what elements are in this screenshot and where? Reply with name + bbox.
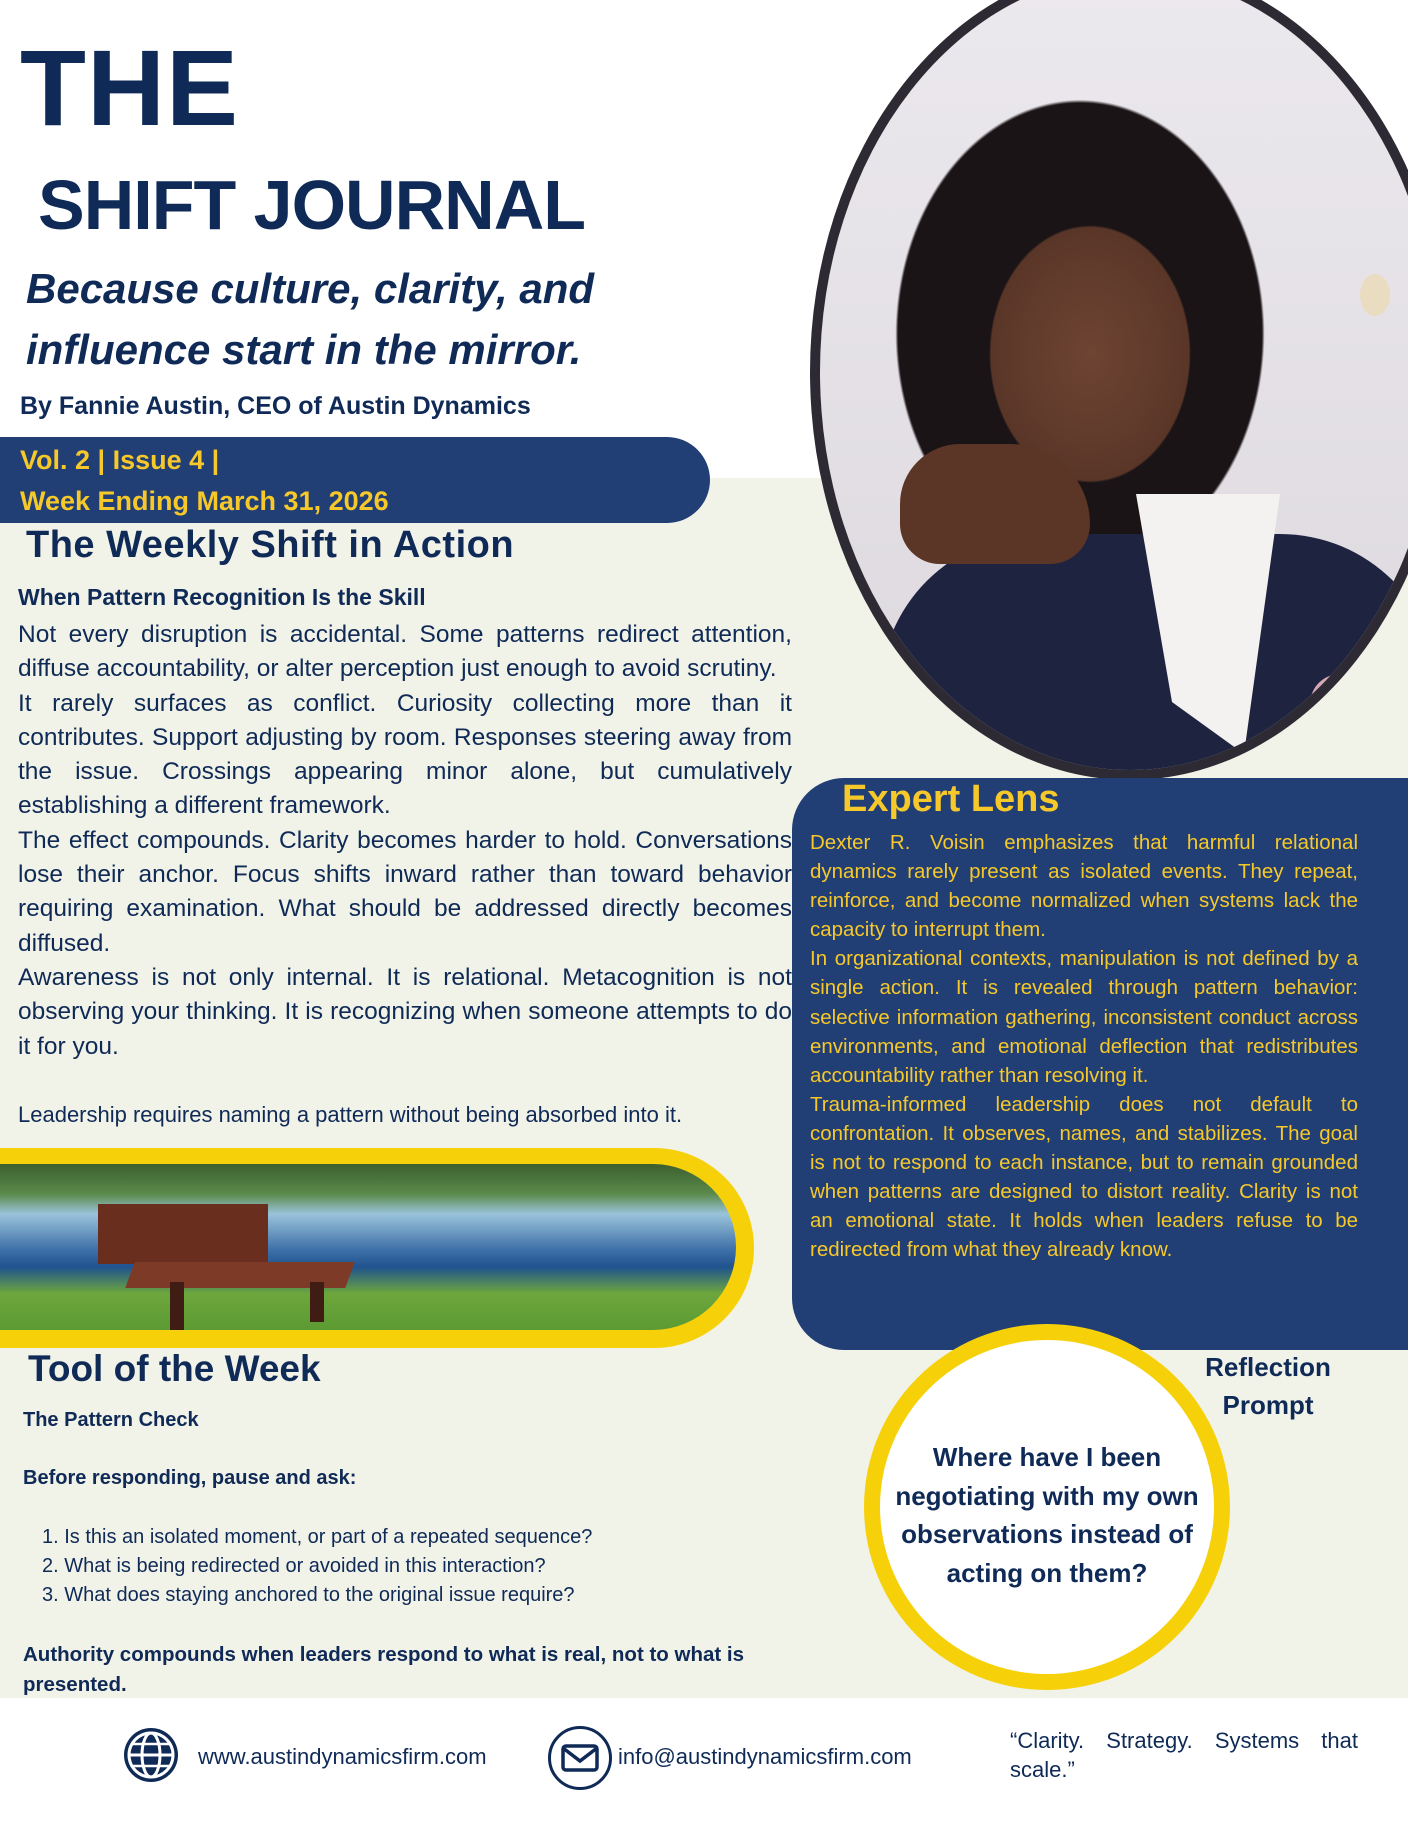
weekly-shift-body [18,618,792,1064]
weekly-shift-closing: Leadership requires naming a pattern without being absorbed into it. [18,1102,683,1127]
email-link[interactable]: info@austindynamicsfirm.com [618,1744,912,1769]
bench-back [98,1204,268,1264]
weekly-shift-paragraph: It rarely surfaces as conflict. Curiosity collecting more than it contributes. Support adjusting by room. Responses steering away from the issue. Crossings appearing minor alone, but cumulatively establishing a different framework. [18,689,792,820]
masthead-title-line1: THE [20,27,239,148]
park-bench-photo [0,1164,736,1330]
portrait-earring [1360,274,1390,316]
expert-lens-paragraph: In organizational contexts, manipulation is not defined by a single action. It is revealed through pattern behavior: selective information gathering, inconsistent conduct across environments, and emotional deflection that redistributes accountability rather than resolving it. [810,947,1358,1087]
tool-subheading: The Pattern Check [23,1409,199,1431]
portrait-jacket [880,534,1408,770]
author-portrait [820,0,1408,770]
tool-intro: Before responding, pause and ask: [23,1467,357,1489]
tool-heading: Tool of the Week [28,1348,321,1389]
issue-date: Week Ending March 31, 2026 [20,486,389,516]
bench-leg [310,1282,324,1322]
issue-volume: Vol. 2 | Issue 4 | [20,445,220,475]
expert-lens-body [810,828,1358,1264]
list-item: 1. Is this an isolated moment, or part of a repeated sequence? [42,1526,593,1548]
website-link[interactable]: www.austindynamicsfirm.com [198,1744,487,1769]
weekly-shift-paragraph: Not every disruption is accidental. Some patterns redirect attention, diffuse accountability, or alter perception just enough to avoid scrutiny. [18,621,792,683]
weekly-shift-subheading: When Pattern Recognition Is the Skill [18,584,426,610]
portrait-hand [900,444,1090,564]
reflection-label-line2: Prompt [1222,1390,1314,1420]
footer-quote: “Clarity. Strategy. Systems that scale.” [1010,1728,1358,1782]
weekly-shift-paragraph: The effect compounds. Clarity becomes harder to hold. Conversations lose their anchor. Focus shifts inward rather than toward behavior requiring examination. What should be addressed directly becomes diffused. [18,826,792,957]
mail-icon [548,1726,612,1790]
reflection-label-line1: Reflection [1205,1352,1331,1382]
portrait-brooch [1310,674,1370,734]
reflection-label [1188,1348,1348,1424]
tool-question-list [42,1523,592,1610]
expert-lens-paragraph: Dexter R. Voisin emphasizes that harmful relational dynamics rarely present as isolated events. They repeat, reinforce, and become normalized when systems lack the capacity to interrupt them. [810,831,1358,942]
tool-closing: Authority compounds when leaders respond to what is real, not to what is presented. [23,1643,744,1696]
reflection-question: Where have I been negotiating with my own observations instead of acting on them? [895,1442,1199,1588]
list-item: 2. What is being redirected or avoided in this interaction? [42,1555,546,1577]
masthead-tagline: Because culture, clarity, and influence start in the mirror. [26,265,595,373]
expert-lens-paragraph: Trauma-informed leadership does not default to confrontation. It observes, names, and stabilizes. The goal is not to respond to each instance, but to remain grounded when patterns are designed to distort reality. Clarity is not an emotional state. It holds when leaders refuse to be redirected from what they already know. [810,1092,1358,1262]
list-item: 3. What does staying anchored to the original issue require? [42,1584,575,1606]
weekly-shift-heading: The Weekly Shift in Action [26,524,515,566]
masthead-title-line2: SHIFT JOURNAL [38,166,585,244]
globe-icon [124,1728,178,1782]
expert-lens-heading: Expert Lens [842,778,1060,820]
byline: By Fannie Austin, CEO of Austin Dynamics [20,392,531,420]
author-portrait-frame [810,0,1408,780]
weekly-shift-paragraph: Awareness is not only internal. It is relational. Metacognition is not observing your thinking. It is recognizing when someone attempts to do it for you. [18,963,792,1060]
bench-leg [170,1282,184,1330]
